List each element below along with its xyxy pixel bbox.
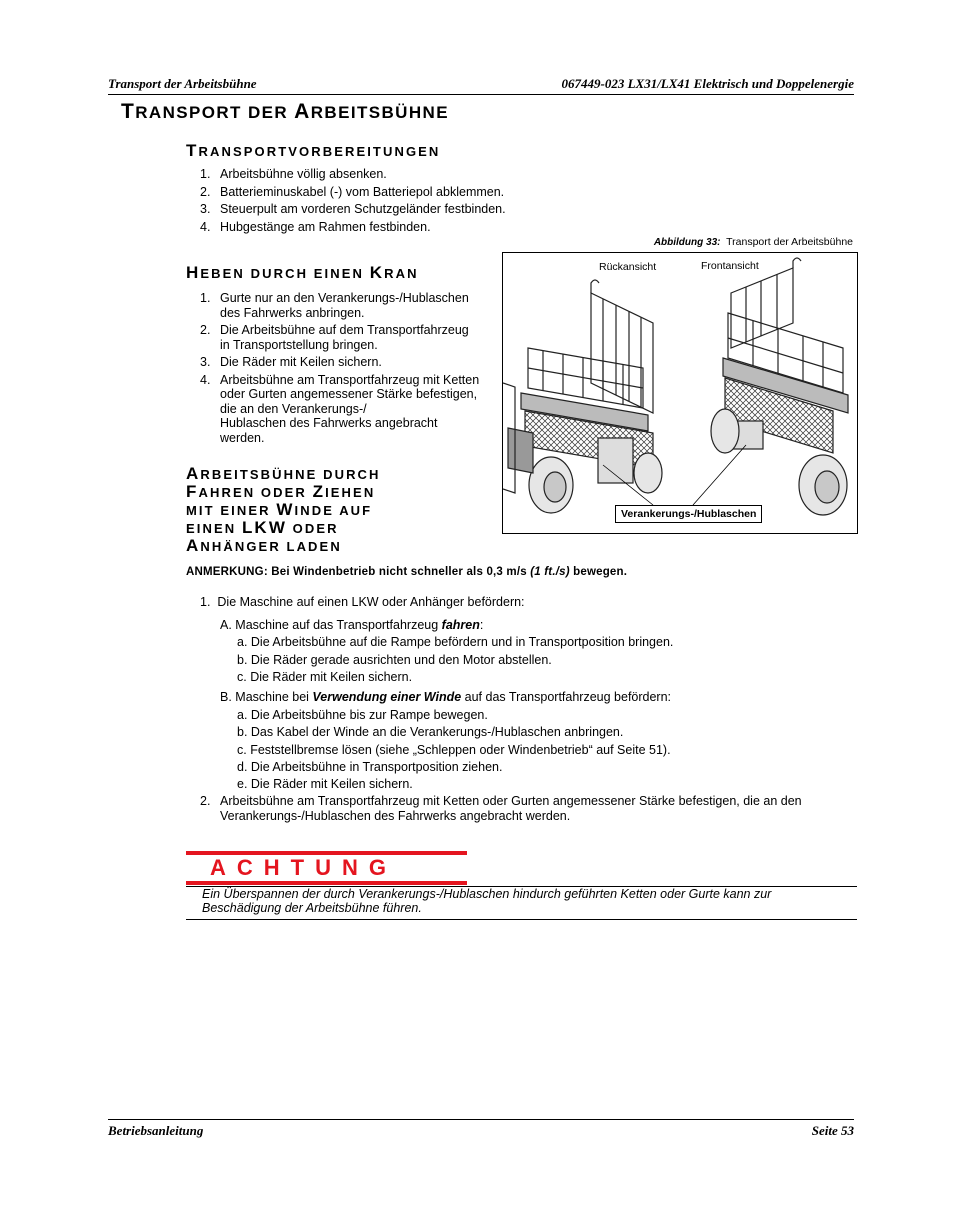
heading-transport-preparation: TRANSPORTVORBEREITUNGEN bbox=[186, 141, 441, 160]
list-item: e. Die Räder mit Keilen sichern. bbox=[237, 777, 413, 792]
front-view-machine bbox=[711, 258, 848, 515]
list-item: 4. Arbeitsbühne am Transportfahrzeug mit Ketten oder Gurten angemessener Stärke befestigen, die an den Verankerungs-/ Hublaschen des Fahrwerks angebracht werden. bbox=[200, 372, 480, 445]
note-winch-speed: ANMERKUNG: Bei Windenbetrieb nicht schneller als 0,3 m/s (1 ft./s) bewegen. bbox=[186, 566, 628, 578]
scissor-lift-illustration bbox=[503, 253, 857, 533]
running-header bbox=[108, 76, 854, 92]
list-item: 4. Hubgestänge am Rahmen festbinden. bbox=[200, 219, 431, 234]
warning-title: ACHTUNG bbox=[210, 855, 397, 880]
list-item: 1. Arbeitsbühne völlig absenken. bbox=[200, 167, 387, 181]
header-document-id: 067449-023 LX31/LX41 Elektrisch und Doppelenergie bbox=[561, 76, 854, 91]
running-footer bbox=[108, 1123, 854, 1139]
figure-caption: Abbildung 33: Transport der Arbeitsbühne bbox=[653, 236, 853, 248]
list-item: c. Feststellbremse lösen (siehe „Schleppen oder Windenbetrieb“ auf Seite 51). bbox=[237, 742, 671, 757]
warning-text: Ein Überspannen der durch Verankerungs-/Hublaschen hindurch geführten Ketten oder Gurte kann zur Beschädigung der Arbeitsbühne führen. bbox=[202, 887, 772, 915]
page-title: TRANSPORT DER ARBEITSBÜHNE bbox=[121, 100, 449, 123]
step-2: 2. Arbeitsbühne am Transportfahrzeug mit Ketten oder Gurten angemessener Stärke befestigen, die an den Verankerungs-/Hublaschen des Fahrwerks angebracht werden. bbox=[200, 794, 802, 823]
list-item: 2. Die Arbeitsbühne auf dem Transportfahrzeug in Transportstellung bringen. bbox=[200, 323, 469, 352]
list-item: a. Die Arbeitsbühne bis zur Rampe bewegen. bbox=[237, 708, 488, 722]
heading-crane-lifting: HEBEN DURCH EINEN KRAN bbox=[186, 263, 419, 282]
warning-bottom-rule bbox=[186, 919, 857, 920]
list-item: 1. Gurte nur an den Verankerungs-/Hublaschen des Fahrwerks anbringen. bbox=[200, 291, 469, 320]
substep-a-list bbox=[237, 634, 673, 687]
list-transport-preparation bbox=[186, 167, 526, 234]
list-item: 3. Steuerpult am vorderen Schutzgeländer festbinden. bbox=[200, 202, 506, 216]
substep-b-list bbox=[237, 707, 671, 793]
label-rear-view: Rückansicht bbox=[599, 261, 657, 273]
list-item: 2. Batterieminuskabel (-) vom Batteriepol abklemmen. bbox=[200, 184, 505, 199]
note-label: ANMERKUNG: bbox=[186, 566, 268, 578]
list-item: b. Die Räder gerade ausrichten und den Motor abstellen. bbox=[237, 652, 552, 667]
heading-truck-loading: ARBEITSBÜHNE DURCH FAHREN ODER ZIEHEN MIT EINER WINDE AUF EINEN LKW ODER ANHÄNGER LADEN bbox=[186, 464, 381, 555]
list-item: b. Das Kabel der Winde an die Verankerungs-/Hublaschen anbringen. bbox=[237, 725, 624, 740]
header-rule bbox=[108, 94, 854, 95]
list-item: c. Die Räder mit Keilen sichern. bbox=[237, 670, 413, 684]
header-section-title: Transport der Arbeitsbühne bbox=[108, 76, 257, 91]
footer-rule bbox=[108, 1119, 854, 1120]
rear-view-machine bbox=[503, 280, 662, 513]
footer-manual-name: Betriebsanleitung bbox=[108, 1123, 204, 1138]
list-item: d. Die Arbeitsbühne in Transportposition ziehen. bbox=[237, 759, 503, 774]
substep-b-winch: B. Maschine bei Verwendung einer Winde auf das Transportfahrzeug befördern: bbox=[220, 690, 672, 704]
page-number: Seite 53 bbox=[811, 1123, 854, 1138]
substep-a-drive: A. Maschine auf das Transportfahrzeug fahren: bbox=[220, 618, 484, 632]
label-front-view: Frontansicht bbox=[701, 260, 759, 272]
list-item: a. Die Arbeitsbühne auf die Rampe befördern und in Transportposition bringen. bbox=[237, 635, 674, 649]
label-tie-down-lugs: Verankerungs-/Hublaschen bbox=[615, 505, 762, 523]
list-crane-lifting bbox=[186, 291, 496, 445]
figure-transport-illustration bbox=[502, 252, 858, 534]
step-1: 1. Die Maschine auf einen LKW oder Anhänger befördern: bbox=[200, 595, 525, 609]
warning-bottom-bar bbox=[186, 881, 467, 885]
list-item: 3. Die Räder mit Keilen sichern. bbox=[200, 355, 382, 369]
